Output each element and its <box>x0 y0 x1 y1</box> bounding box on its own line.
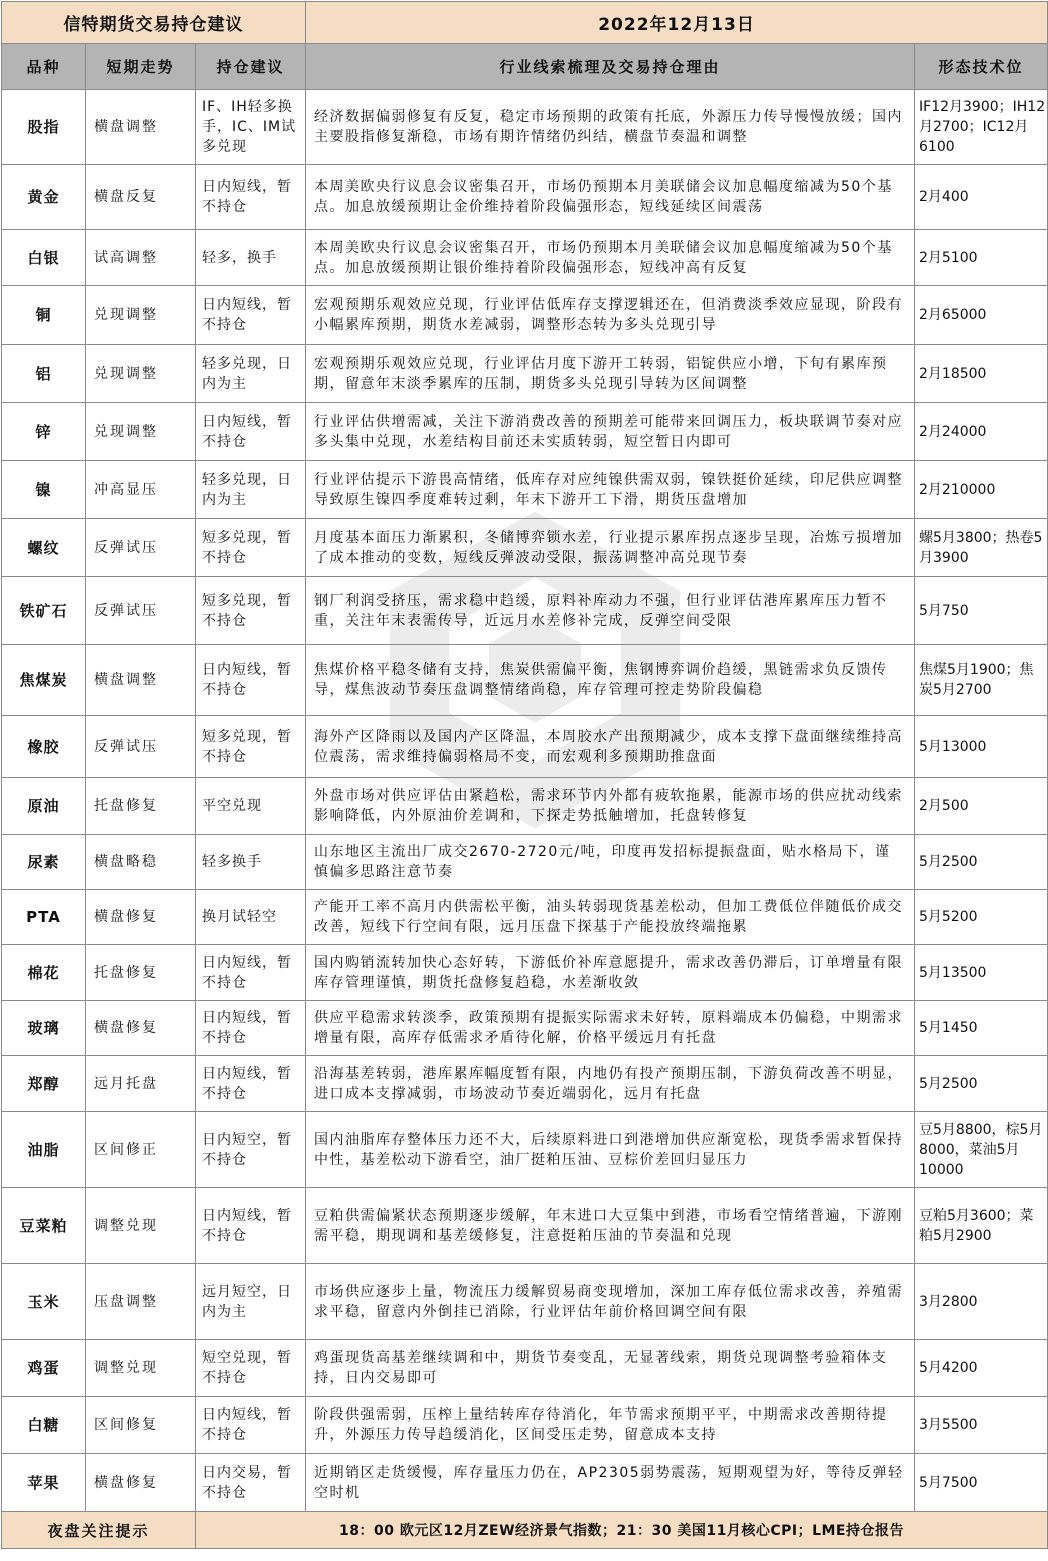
table-row <box>2 1340 1048 1397</box>
table-row <box>2 945 1048 1001</box>
footer-row <box>2 1512 1048 1549</box>
trend-cell: 横盘调整 <box>86 645 196 716</box>
table-row <box>2 577 1048 645</box>
level-cell: 焦煤5月1900；焦炭5月2700 <box>915 645 1048 716</box>
header-trend: 短期走势 <box>86 44 196 90</box>
reason-cell: 宏观预期乐观效应兑现，行业评估低库存支撑逻辑还在，但消费淡季效应显现，阶段有小幅累库预期，期货水差减弱，调整形态转为多头兑现引导 <box>306 286 915 345</box>
variety-cell: 黄金 <box>2 165 86 230</box>
trend-cell: 横盘修复 <box>86 1454 196 1512</box>
table-row <box>2 165 1048 230</box>
advice-cell: 远月短空，日内为主 <box>196 1264 306 1340</box>
trend-cell: 反弹试压 <box>86 577 196 645</box>
table-row <box>2 1112 1048 1188</box>
reason-cell: 本周美欧央行议息会议密集召开，市场仍预期本月美联储会议加息幅度缩减为50个基点。加息放缓预期让金价维持着阶段偏强形态，短线延续区间震荡 <box>306 165 915 230</box>
variety-cell: 棉花 <box>2 945 86 1001</box>
reason-cell: 产能开工率不高月内供需松平衡，油头转弱现货基差松动，但加工费低位伴随低价成交改善，短线下行空间有限，远月压盘下探基于产能投放终端拖累 <box>306 890 915 945</box>
table-row <box>2 90 1048 165</box>
advice-cell: 日内短线，暂不持仓 <box>196 645 306 716</box>
variety-cell: 油脂 <box>2 1112 86 1188</box>
trend-cell: 托盘修复 <box>86 945 196 1001</box>
variety-cell: 铜 <box>2 286 86 345</box>
reason-cell: 焦煤价格平稳冬储有支持，焦炭供需偏平衡，焦钢博弈调价趋缓，黑链需求负反馈传导，煤焦波动节奏压盘调整情绪尚稳，库存管理可控走势阶段偏稳 <box>306 645 915 716</box>
table-row <box>2 835 1048 890</box>
advice-cell: IF、IH轻多换手，IC、IM试多兑现 <box>196 90 306 165</box>
trend-cell: 反弹试压 <box>86 716 196 778</box>
reason-cell: 宏观预期乐观效应兑现，行业评估月度下游开工转弱，铝锭供应小增，下旬有累库预期，留意年末淡季累库的压制，期货多头兑现引导转为区间调整 <box>306 345 915 403</box>
level-cell: 2月18500 <box>915 345 1048 403</box>
advice-cell: 日内短线，暂不持仓 <box>196 286 306 345</box>
title-row <box>2 2 1048 44</box>
variety-cell: 玉米 <box>2 1264 86 1340</box>
advice-cell: 平空兑现 <box>196 778 306 835</box>
table-row <box>2 230 1048 286</box>
table-row <box>2 1001 1048 1056</box>
advice-cell: 短空兑现，暂不持仓 <box>196 1340 306 1397</box>
level-cell: 螺5月3800；热卷5月3900 <box>915 519 1048 577</box>
variety-cell: 焦煤炭 <box>2 645 86 716</box>
level-cell: 5月2500 <box>915 835 1048 890</box>
advice-cell: 换月试轻空 <box>196 890 306 945</box>
reason-cell: 月度基本面压力渐累积，冬储博弈锁水差，行业提示累库拐点逐步呈现，冶炼亏损增加了成本推动的变数，短线反弹波动受限，振荡调整冲高兑现节奏 <box>306 519 915 577</box>
table-row <box>2 716 1048 778</box>
table-row <box>2 1188 1048 1264</box>
advice-cell: 短多兑现，暂不持仓 <box>196 577 306 645</box>
level-cell: 2月500 <box>915 778 1048 835</box>
table-row <box>2 1397 1048 1454</box>
reason-cell: 本周美欧央行议息会议密集召开，市场仍预期本月美联储会议加息幅度缩减为50个基点。加息放缓预期让银价维持着阶段偏强形态，短线冲高有反复 <box>306 230 915 286</box>
advice-cell: 日内短空，暂不持仓 <box>196 1112 306 1188</box>
table-row <box>2 645 1048 716</box>
trend-cell: 兑现调整 <box>86 403 196 461</box>
trend-cell: 托盘修复 <box>86 778 196 835</box>
variety-cell: PTA <box>2 890 86 945</box>
variety-cell: 锌 <box>2 403 86 461</box>
table-row <box>2 519 1048 577</box>
level-cell: 5月7500 <box>915 1454 1048 1512</box>
advice-cell: 日内短线，暂不持仓 <box>196 1056 306 1112</box>
trend-cell: 区间修正 <box>86 1112 196 1188</box>
reason-cell: 近期销区走货缓慢，库存量压力仍在，AP2305弱势震荡，短期观望为好，等待反弹轻空时机 <box>306 1454 915 1512</box>
header-advice: 持仓建议 <box>196 44 306 90</box>
advice-cell: 短多兑现，暂不持仓 <box>196 519 306 577</box>
variety-cell: 郑醇 <box>2 1056 86 1112</box>
reason-cell: 行业评估提示下游畏高情绪，低库存对应纯镍供需双弱，镍铁挺价延续，印尼供应调整导致原生镍四季度难转过剩，年末下游开工下滑，期货压盘增加 <box>306 461 915 519</box>
trend-cell: 调整兑现 <box>86 1340 196 1397</box>
advice-cell: 日内交易，暂不持仓 <box>196 1454 306 1512</box>
variety-cell: 橡胶 <box>2 716 86 778</box>
advice-cell: 轻多兑现，日内为主 <box>196 345 306 403</box>
trend-cell: 反弹试压 <box>86 519 196 577</box>
reason-cell: 阶段供强需弱，压榨上量结转库存待消化，年节需求预期平平，中期需求改善期待提升，外源压力传导趋缓消化，区间受压走势，留意成本支持 <box>306 1397 915 1454</box>
variety-cell: 豆菜粕 <box>2 1188 86 1264</box>
trend-cell: 区间修复 <box>86 1397 196 1454</box>
variety-cell: 螺纹 <box>2 519 86 577</box>
level-cell: 豆粕5月3600；菜粕5月2900 <box>915 1188 1048 1264</box>
level-cell: 2月65000 <box>915 286 1048 345</box>
variety-cell: 镍 <box>2 461 86 519</box>
report-title: 信特期货交易持仓建议 <box>2 2 306 44</box>
variety-cell: 铝 <box>2 345 86 403</box>
trend-cell: 兑现调整 <box>86 286 196 345</box>
night-session-text: 18：00 欧元区12月ZEW经济景气指数；21：30 美国11月核心CPI；LME持仓报告 <box>196 1512 1048 1549</box>
advice-cell: 日内短线，暂不持仓 <box>196 1001 306 1056</box>
trend-cell: 兑现调整 <box>86 345 196 403</box>
level-cell: IF12月3900；IH12月2700；IC12月6100 <box>915 90 1048 165</box>
trend-cell: 横盘略稳 <box>86 835 196 890</box>
reason-cell: 经济数据偏弱修复有反复，稳定市场预期的政策有托底，外源压力传导慢慢放缓；国内主要股指修复渐稳，市场有期许情绪仍纠结，横盘节奏温和调整 <box>306 90 915 165</box>
level-cell: 3月2800 <box>915 1264 1048 1340</box>
level-cell: 5月1450 <box>915 1001 1048 1056</box>
advice-cell: 日内短线，暂不持仓 <box>196 165 306 230</box>
trend-cell: 冲高显压 <box>86 461 196 519</box>
reason-cell: 国内油脂库存整体压力还不大，后续原料进口到港增加供应渐宽松，现货季需求暂保持中性，基差松动下游看空，油厂挺粕压油、豆棕价差回归显压力 <box>306 1112 915 1188</box>
reason-cell: 豆粕供需偏紧状态预期逐步缓解，年末进口大豆集中到港，市场看空情绪普遍，下游刚需平稳，期现调和基差缓修复，注意挺粕压油的节奏温和兑现 <box>306 1188 915 1264</box>
reason-cell: 国内购销流转加快心态好转，下游低价补库意愿提升，需求改善仍滞后，订单增量有限库存管理谨慎，期货托盘修复趋稳，水差渐收敛 <box>306 945 915 1001</box>
level-cell: 5月4200 <box>915 1340 1048 1397</box>
table-row <box>2 778 1048 835</box>
variety-cell: 苹果 <box>2 1454 86 1512</box>
advice-cell: 日内短线，暂不持仓 <box>196 1397 306 1454</box>
trend-cell: 远月托盘 <box>86 1056 196 1112</box>
night-session-label: 夜盘关注提示 <box>2 1512 196 1549</box>
trend-cell: 横盘调整 <box>86 90 196 165</box>
level-cell: 5月13500 <box>915 945 1048 1001</box>
level-cell: 5月2500 <box>915 1056 1048 1112</box>
level-cell: 5月750 <box>915 577 1048 645</box>
reason-cell: 供应平稳需求转淡季，政策预期有提振实际需求未好转，原料端成本仍偏稳，中期需求增量有限，高库存低需求矛盾待化解，价格平缓远月有托盘 <box>306 1001 915 1056</box>
variety-cell: 白糖 <box>2 1397 86 1454</box>
level-cell: 3月5500 <box>915 1397 1048 1454</box>
variety-cell: 尿素 <box>2 835 86 890</box>
table-row <box>2 461 1048 519</box>
level-cell: 5月5200 <box>915 890 1048 945</box>
report-date: 2022年12月13日 <box>306 2 1048 44</box>
advice-cell: 轻多换手 <box>196 835 306 890</box>
level-cell: 豆5月8800，棕5月8000，菜油5月10000 <box>915 1112 1048 1188</box>
trend-cell: 横盘修复 <box>86 1001 196 1056</box>
trend-cell: 试高调整 <box>86 230 196 286</box>
position-advice-table <box>1 1 1048 1549</box>
trend-cell: 调整兑现 <box>86 1188 196 1264</box>
variety-cell: 白银 <box>2 230 86 286</box>
variety-cell: 股指 <box>2 90 86 165</box>
reason-cell: 海外产区降雨以及国内产区降温，本周胶水产出预期减少，成本支撑下盘面继续维持高位震荡，需求维持偏弱格局不变，而宏观利多预期助推盘面 <box>306 716 915 778</box>
table-row <box>2 1454 1048 1512</box>
reason-cell: 市场供应逐步上量，物流压力缓解贸易商变现增加，深加工库存低位需求改善，养殖需求平稳，留意内外倒挂已消除，行业评估年前价格回调空间有限 <box>306 1264 915 1340</box>
table-row <box>2 286 1048 345</box>
reason-cell: 外盘市场对供应评估由紧趋松，需求环节内外都有疲软拖累，能源市场的供应扰动线索影响降低，内外原油价差调和，下探走势抵触增加，托盘转修复 <box>306 778 915 835</box>
advice-cell: 日内短线，暂不持仓 <box>196 945 306 1001</box>
table-row <box>2 403 1048 461</box>
reason-cell: 鸡蛋现货高基差继续调和中，期货节奏变乱，无显著线索，期货兑现调整考验箱体支持，日内交易即可 <box>306 1340 915 1397</box>
reason-cell: 行业评估供增需减，关注下游消费改善的预期差可能带来回调压力，板块联调节奏对应多头集中兑现，水差结构目前还未实质转弱，短空暂日内即可 <box>306 403 915 461</box>
advice-cell: 轻多兑现，日内为主 <box>196 461 306 519</box>
level-cell: 2月400 <box>915 165 1048 230</box>
level-cell: 2月24000 <box>915 403 1048 461</box>
variety-cell: 原油 <box>2 778 86 835</box>
advice-cell: 日内短线，暂不持仓 <box>196 403 306 461</box>
variety-cell: 鸡蛋 <box>2 1340 86 1397</box>
table-row <box>2 890 1048 945</box>
table-row <box>2 345 1048 403</box>
header-row <box>2 44 1048 90</box>
advice-cell: 轻多，换手 <box>196 230 306 286</box>
level-cell: 5月13000 <box>915 716 1048 778</box>
level-cell: 2月210000 <box>915 461 1048 519</box>
reason-cell: 钢厂利润受挤压，需求稳中趋缓，原料补库动力不强，但行业评估港库累库压力暂不重，关注年末表需传导，近远月水差修补完成，反弹空间受限 <box>306 577 915 645</box>
table-row <box>2 1056 1048 1112</box>
trend-cell: 横盘修复 <box>86 890 196 945</box>
variety-cell: 铁矿石 <box>2 577 86 645</box>
header-variety: 品种 <box>2 44 86 90</box>
advice-cell: 短多兑现，暂不持仓 <box>196 716 306 778</box>
table-row <box>2 1264 1048 1340</box>
reason-cell: 沿海基差转弱，港库累库幅度暂有限，内地仍有投产预期压制，下游负荷改善不明显，进口成本支撑减弱，市场波动节奏近端弱化，远月有托盘 <box>306 1056 915 1112</box>
trend-cell: 压盘调整 <box>86 1264 196 1340</box>
variety-cell: 玻璃 <box>2 1001 86 1056</box>
header-reason: 行业线索梳理及交易持仓理由 <box>306 44 915 90</box>
reason-cell: 山东地区主流出厂成交2670-2720元/吨，印度再发招标提振盘面，贴水格局下，谨慎偏多思路注意节奏 <box>306 835 915 890</box>
trend-cell: 横盘反复 <box>86 165 196 230</box>
header-level: 形态技术位 <box>915 44 1048 90</box>
advice-cell: 日内短线，暂不持仓 <box>196 1188 306 1264</box>
level-cell: 2月5100 <box>915 230 1048 286</box>
